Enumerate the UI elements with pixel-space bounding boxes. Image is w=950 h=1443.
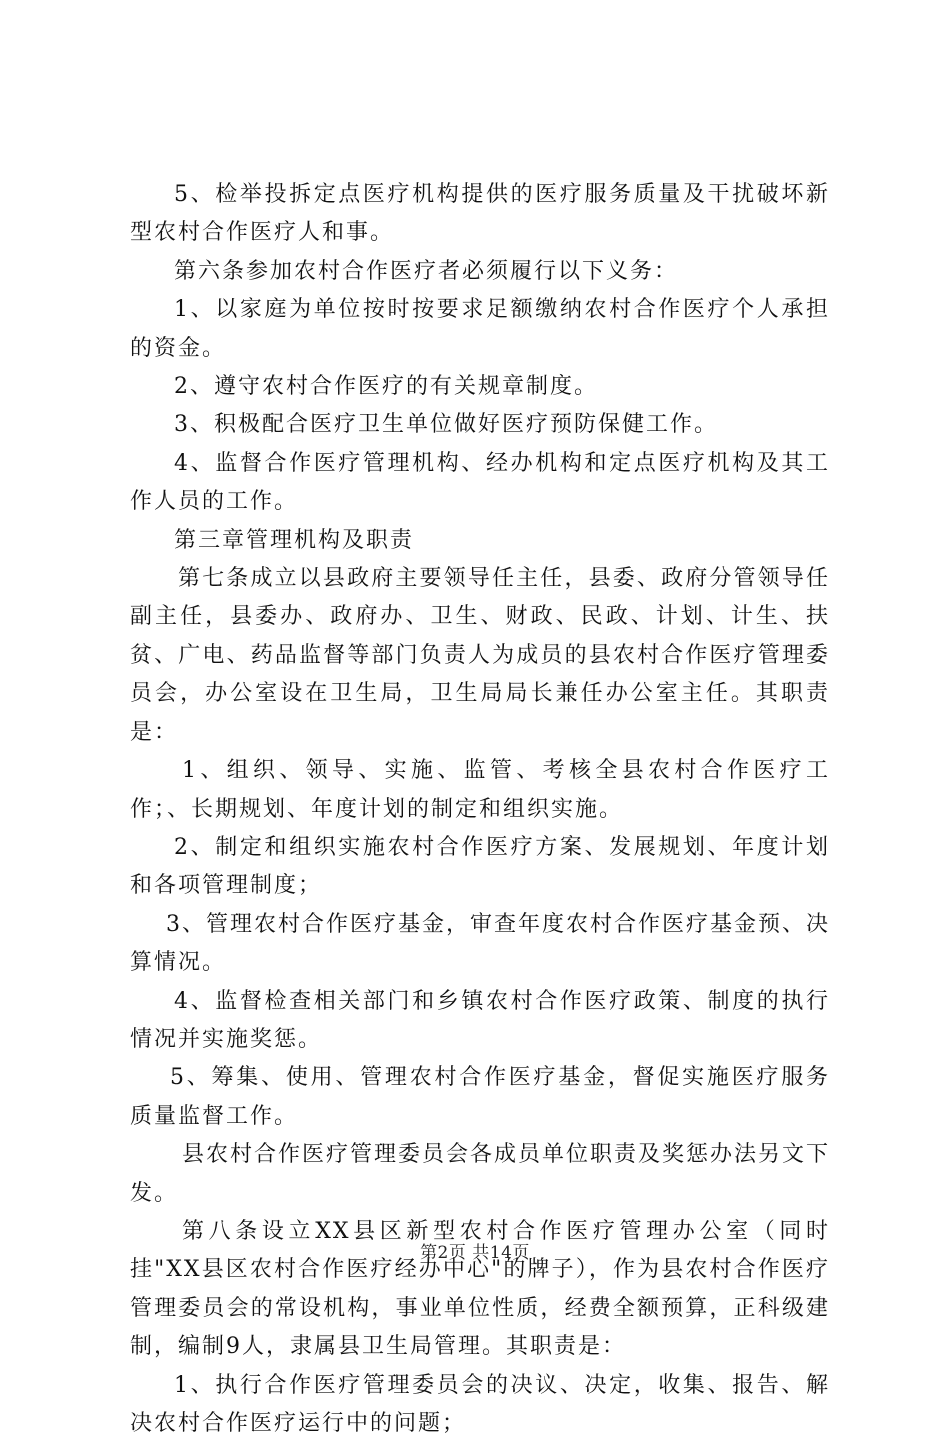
paragraph-14: 县农村合作医疗管理委员会各成员单位职责及奖惩办法另文下发。 — [130, 1142, 831, 1206]
paragraph-10: 2、制定和组织实施农村合作医疗方案、发展规划、年度计划和各项管理制度； — [130, 834, 830, 899]
paragraph-13: 5、筹集、使用、管理农村合作医疗基金，督促实施医疗服务质量监督工作。 — [130, 1065, 830, 1129]
paragraph-8: 第七条成立以县政府主要领导任主任，县委、政府分管领导任副主任，县委办、政府办、卫生、财政、民政、计划、计生、扶贫、广电、药品监督等部门负责人为成员的县农村合作医疗管理委员会，办公室设在卫生局，卫生局局长兼任办公室主任。其职责是： — [130, 566, 830, 745]
paragraph-9: 1、组织、领导、实施、监管、考核全县农村合作医疗工作；、长期规划、年度计划的制定和组织实施。 — [130, 758, 830, 822]
chapter-heading: 第三章管理机构及职责 — [174, 527, 415, 553]
paragraph-5: 3、积极配合医疗卫生单位做好医疗预防保健工作。 — [174, 412, 718, 438]
paragraph-16: 1、执行合作医疗管理委员会的决议、决定，收集、报告、解决农村合作医疗运行中的问题； — [130, 1372, 830, 1436]
paragraph-6: 4、监督合作医疗管理机构、经办机构和定点医疗机构及其工作人员的工作。 — [130, 450, 830, 515]
paragraph-12: 4、监督检查相关部门和乡镇农村合作医疗政策、制度的执行情况并实施奖惩。 — [130, 988, 830, 1052]
page-footer: 第2页 共14页 — [420, 1243, 530, 1263]
paragraph-15: 第八条设立XX县区新型农村合作医疗管理办公室（同时挂"XX县区农村合作医疗经办中心"的牌子），作为县农村合作医疗管理委员会的常设机构，事业单位性质，经费全额预算，正科级建制，编制9人，隶属县卫生局管理。其职责是： — [130, 1218, 830, 1360]
paragraph-1: 5、检举投拆定点医疗机构提供的医疗服务质量及干扰破坏新型农村合作医疗人和事。 — [130, 182, 830, 246]
paragraph-11: 3、管理农村合作医疗基金，审查年度农村合作医疗基金预、决算情况。 — [130, 911, 830, 976]
paragraph-4: 2、遵守农村合作医疗的有关规章制度。 — [174, 374, 598, 400]
paragraph-3: 1、以家庭为单位按时按要求足额缴纳农村合作医疗个人承担的资金。 — [130, 297, 830, 361]
paragraph-2: 第六条参加农村合作医疗者必须履行以下义务： — [174, 258, 679, 284]
